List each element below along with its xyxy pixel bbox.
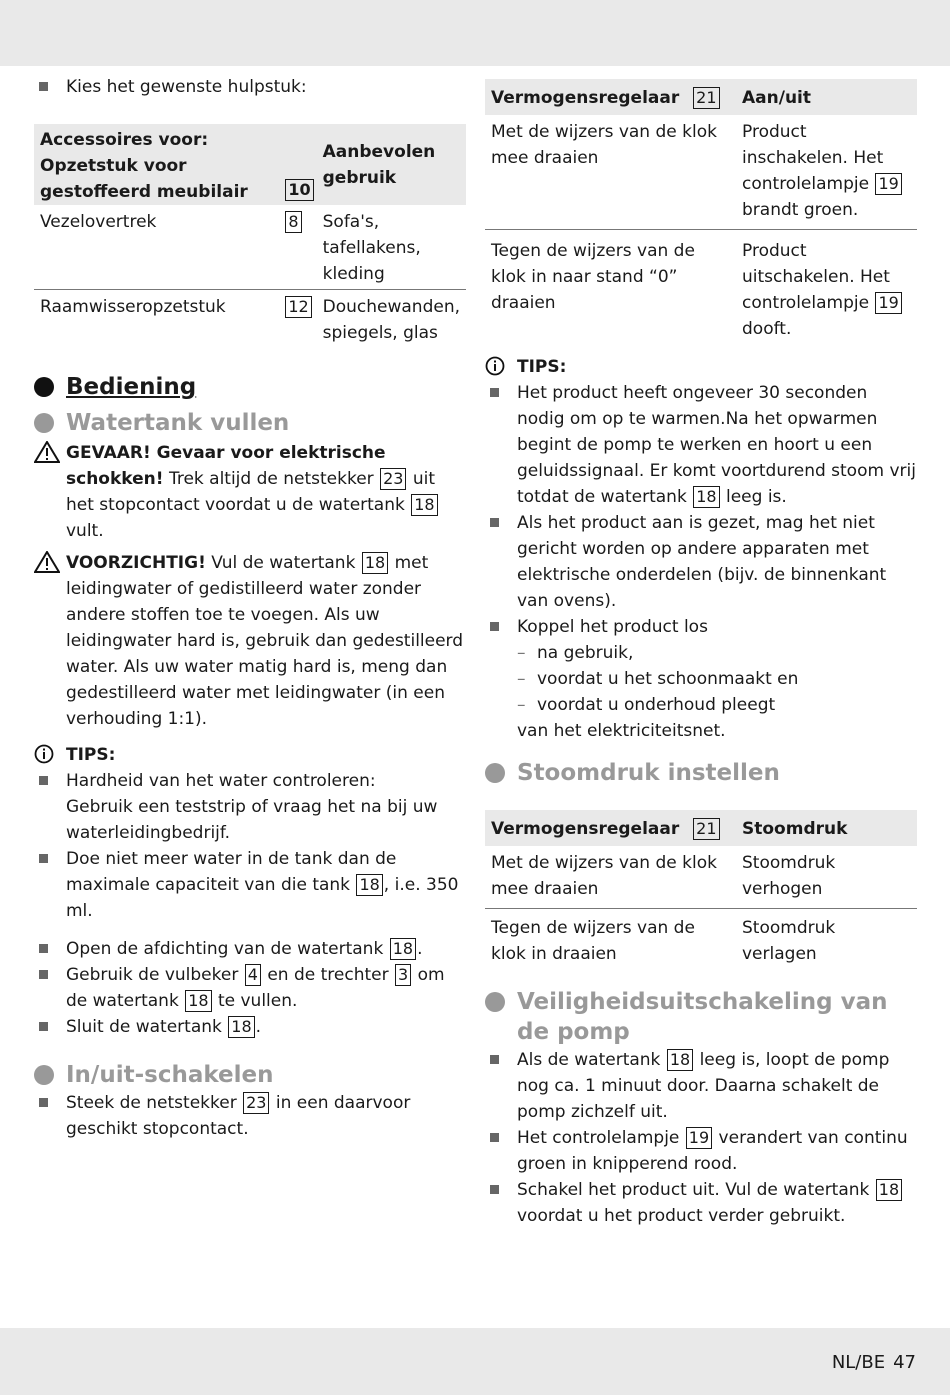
power-header-left: Vermogensregelaar 21 [485,79,736,115]
step-plug-in: Steek de netstekker 23 in een daarvoor geschikt stopcontact. [34,1090,466,1142]
table-row: Met de wijzers van de klok mee draaien Product inschakelen. Het controlelampje 19 brandt groen. [485,115,917,230]
list-item: – voordat u onderhoud pleegt [485,692,917,718]
info-icon [485,356,505,376]
right-column [485,79,917,1229]
steam-table [485,810,917,967]
footer-bar [0,1328,950,1395]
acc-header-top: Accessoires voor: [40,130,209,150]
caution-warning: VOORZICHTIG! Vul de watertank 18 met leidingwater of gedistilleerd water zonder andere stoffen toe te voegen. Als uw leidingwater hard is, gebruik dan gedestilleerd water. Als uw water matig hard is, meng dan gedestilleerd water met leidingwater (in een verhouding 1:1). [34,550,466,732]
tips-label: TIPS: [34,742,466,768]
header-bar [0,0,950,66]
safety-refill: Schakel het product uit. Vul de watertank 18 voordat u het product verder gebruikt. [485,1177,917,1229]
footer-lang: NL/BE [831,1352,886,1373]
tip-max-capacity: Doe niet meer water in de tank dan de maximale capaciteit van die tank 18 , i.e. 350 ml. [34,846,466,924]
safety-tank-empty: Als de watertank 18 leeg is, loopt de pomp nog ca. 1 minuut door. Daarna schakelt de pomp zichzelf uit. [485,1047,917,1125]
table-row: Raamwisseropzetstuk 12 Douchewanden, spiegels, glas [40,297,460,343]
steam-header-left: Vermogensregelaar 21 [485,810,736,846]
list-item: – voordat u het schoonmaakt en [485,666,917,692]
info-icon [34,744,54,764]
page-number [832,1350,916,1376]
footer-page: 47 [893,1352,916,1373]
section-heading-safety: Veiligheidsuitschakeling van de pomp [485,987,917,1047]
acc-header-num: 10 [285,179,313,201]
table-row: Tegen de wijzers van de klok in naar stand “0” draaien Product uitschakelen. Het controlelampje 19 dooft. [485,230,917,343]
left-column [34,74,466,1142]
tip-warmup: Het product heeft ongeveer 30 seconden nodig om op te warmen.Na het opwarmen begint de pomp te werken en hoort u een geluidssignaal. Er komt voortdurend stoom vrij totdat de watertank 18 leeg is. [485,380,917,510]
section-heading-bediening: Bediening [34,372,466,402]
warning-triangle-icon [34,551,60,573]
tips-label: TIPS: [485,354,917,380]
section-heading-inuit: In/uit-schakelen [34,1060,466,1090]
list-item: – na gebruik, [485,640,917,666]
table-row: Vezelovertrek 8 Sofa's, tafellakens, kleding [34,205,466,290]
tip-water-hardness: Hardheid van het water controleren: Gebruik een teststrip of vraag het na bij uw waterleidingbedrijf. [34,768,466,846]
warning-triangle-icon [34,441,60,463]
section-heading-watertank: Watertank vullen [34,408,466,438]
step-fill-tank: Gebruik de vulbeker 4 en de trechter 3 om de watertank 18 te vullen. [34,962,466,1014]
steam-header-right: Stoomdruk [742,819,848,839]
intro-bullet: Kies het gewenste hulpstuk: [34,74,466,100]
tip-disconnect-end: van het elektriciteitsnet. [517,721,726,741]
tip-disconnect: Koppel het product los [485,614,917,640]
step-open-seal: Open de afdichting van de watertank 18 . [34,936,466,962]
danger-warning: GEVAAR! Gevaar voor elektrische schokken! Trek altijd de netstekker 23 uit het stopcontact voordat u de watertank 18 vult. [34,440,466,544]
safety-lamp: Het controlelampje 19 verandert van continu groen in knipperend rood. [485,1125,917,1177]
acc-header-main: Opzetstuk voor gestoffeerd meubilair [40,156,248,202]
section-heading-stoomdruk: Stoomdruk instellen [485,758,917,788]
table-row: Met de wijzers van de klok mee draaien Stoomdruk verhogen [485,846,917,909]
tip-no-aim: Als het product aan is gezet, mag het niet gericht worden op andere apparaten met elektrische onderdelen (bijv. de binnenkant van ovens). [485,510,917,614]
step-close-tank: Sluit de watertank 18 . [34,1014,466,1040]
acc-header-use: Aanbevolen gebruik [322,141,436,188]
power-header-right: Aan/uit [742,88,811,108]
power-table [485,79,917,342]
table-row: Tegen de wijzers van de klok in draaien Stoomdruk verlagen [491,918,836,964]
accessories-table [34,124,466,346]
